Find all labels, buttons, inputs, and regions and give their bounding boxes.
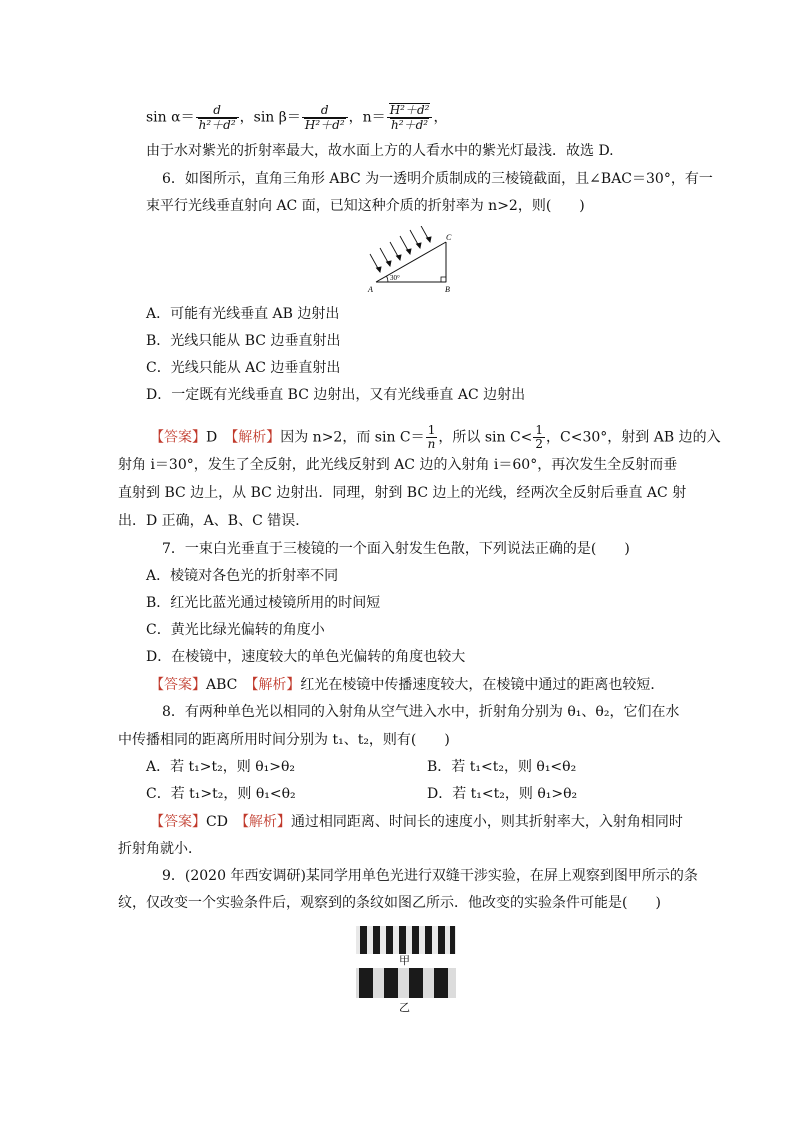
formula-line [146, 103, 447, 132]
sin-alpha-fraction [196, 104, 239, 132]
q7-answer-line: 【答案】ABC 【解析】红光在棱镜中传播速度较大，在棱镜中通过的距离也较短． [150, 677, 665, 693]
angle-arc [387, 276, 389, 282]
q8-analysis-line1: 通过相同距离、时间长的速度小，则其折射率大，入射角相同时 [290, 814, 683, 830]
q8-option-a: A．若 t₁>t₂，则 θ₁>θ₂ [146, 759, 296, 775]
n-lhs: ，n＝ [348, 109, 386, 126]
q7-option-d: D．在棱镜中，速度较大的单色光偏转的角度也较大 [146, 649, 466, 665]
conclusion-q5: 由于水对紫光的折射率最大，故水面上方的人看水中的紫光灯最浅．故选 D. [146, 143, 614, 159]
q6-answer: D [206, 429, 218, 446]
sin-beta-fraction [302, 104, 348, 132]
n-denominator: h²＋d² [391, 118, 429, 132]
label-a: A [368, 285, 373, 294]
label-b: B [445, 285, 450, 294]
q7-answer: ABC [206, 677, 238, 693]
q6-analysis-part-c: ，C<30°，射到 AB 边的入 [546, 429, 721, 446]
q6-stem-line2: 束平行光线垂直射向 AC 面，已知这种介质的折射率为 n>2，则( ) [146, 198, 585, 214]
fringe-pattern-jia [356, 926, 456, 954]
q8-option-d: D．若 t₁<t₂，则 θ₁>θ₂ [427, 786, 578, 802]
label-jia: 甲 [399, 954, 410, 967]
right-angle-mark [441, 277, 446, 282]
q8-answer: CD [206, 814, 228, 830]
sin-alpha-denominator: h²＋d² [198, 117, 236, 132]
q7-option-b: B．红光比蓝光通过棱镜所用的时间短 [146, 595, 381, 611]
sin-beta-numerator: d [302, 104, 348, 118]
incident-rays [370, 226, 431, 272]
angle-label: 30° [390, 274, 400, 282]
q6-analysis-line4: 出．D 正确，A、B、C 错误． [118, 513, 310, 529]
sin-beta-denominator: H²＋d² [304, 117, 345, 132]
n-fraction [387, 103, 433, 132]
q6-option-a: A．可能有光线垂直 AB 边射出 [146, 306, 340, 322]
sin-beta-lhs: ，sin β＝ [239, 109, 301, 126]
label-c: C [446, 233, 452, 242]
answer-tag: 【答案】 [150, 429, 206, 446]
fringe-pattern-yi [356, 968, 456, 998]
q7-analysis: 红光在棱镜中传播速度较大，在棱镜中通过的距离也较短． [300, 677, 665, 693]
formula-tail: ， [433, 109, 448, 126]
q6-option-b: B．光线只能从 BC 边垂直射出 [146, 333, 341, 349]
q7-stem: 7．一束白光垂直于三棱镜的一个面入射发生色散，下列说法正确的是( ) [162, 541, 630, 557]
q8-stem-line1: 8．有两种单色光以相同的入射角从空气进入水中，折射角分别为 θ₁、θ₂，它们在水 [162, 704, 680, 720]
q8-option-b: B．若 t₁<t₂，则 θ₁<θ₂ [427, 759, 577, 775]
q8-option-c: C．若 t₁>t₂，则 θ₁<θ₂ [146, 786, 296, 802]
prism-figure [362, 226, 462, 296]
sin-alpha-lhs: sin α＝ [146, 109, 195, 126]
label-yi: 乙 [399, 1001, 410, 1014]
q6-analysis-line3: 直射到 BC 边上，从 BC 边射出．同理，射到 BC 边上的光线，经两次全反射后垂直 AC 射 [118, 485, 687, 501]
q7-option-c: C．黄光比绿光偏转的角度小 [146, 622, 325, 638]
q9-stem-line1: 9．(2020 年西安调研)某同学用单色光进行双缝干涉实验，在屏上观察到图甲所示的条 [162, 868, 698, 884]
q6-option-d: D．一定既有光线垂直 BC 边射出，又有光线垂直 AC 边射出 [146, 387, 526, 403]
q6-stem-line1: 6．如图所示，直角三角形 ABC 为一透明介质制成的三棱镜截面，且∠BAC＝30°，有一 [162, 171, 713, 187]
sin-alpha-numerator: d [196, 104, 239, 118]
analysis-tag: 【解析】 [231, 429, 281, 446]
q6-analysis-line2: 射角 i＝30°，发生了全反射，此光线反射到 AC 边的入射角 i＝60°，再次发生全反射而垂 [118, 457, 678, 473]
half-fraction: $\frac{1}{2}$ [535, 423, 544, 451]
q8-stem-line2: 中传播相同的距离所用时间分别为 t₁、t₂，则有( ) [118, 732, 450, 748]
q9-stem-line2: 纹，仅改变一个实验条件后，观察到的条纹如图乙所示．他改变的实验条件可能是( ) [118, 895, 661, 911]
sin-c-fraction: $\frac{1}{n}$ [427, 423, 436, 451]
q8-answer-line: 【答案】CD 【解析】通过相同距离、时间长的速度小，则其折射率大，入射角相同时 [150, 814, 683, 830]
q8-analysis-line2: 折射角就小． [118, 841, 202, 857]
q6-analysis-line1 [150, 424, 721, 451]
q6-analysis-part-a: 因为 n>2，而 sin C＝ [280, 429, 425, 446]
q7-option-a: A．棱镜对各色光的折射率不同 [146, 568, 339, 584]
q6-analysis-part-b: ，所以 sin C< [438, 429, 533, 446]
q6-option-c: C．光线只能从 AC 边垂直射出 [146, 360, 341, 376]
n-numerator: H²＋d² [389, 103, 430, 117]
